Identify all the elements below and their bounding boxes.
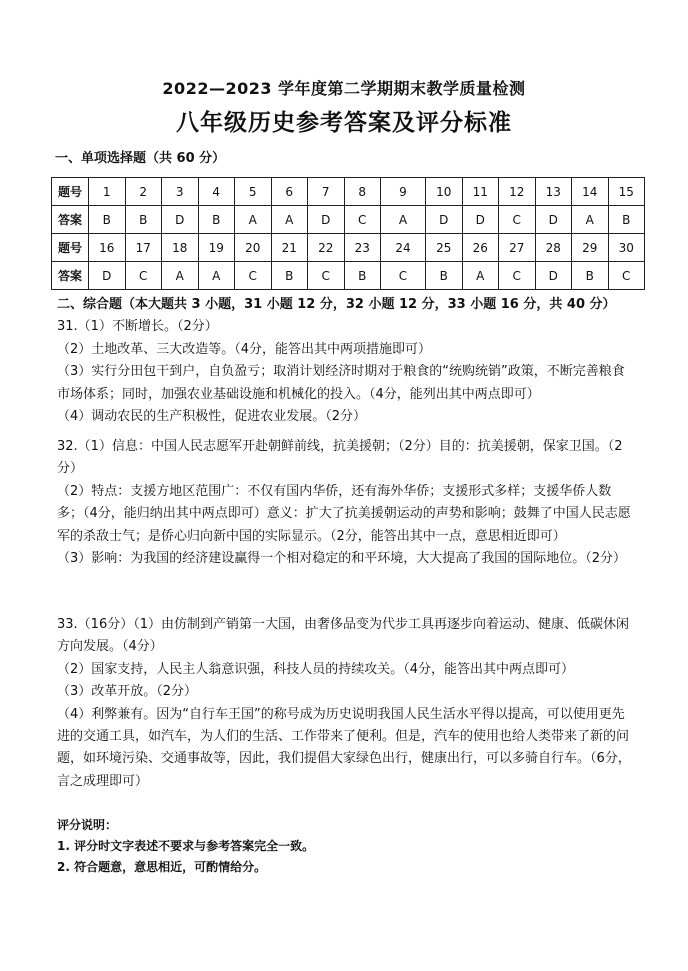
question-number-cell: 4 [198, 178, 235, 206]
answer-cell: A [235, 206, 272, 234]
row-label-question: 题号 [52, 178, 89, 206]
question-32 [57, 436, 635, 570]
answer-cell: C [125, 262, 162, 290]
question-number-cell: 10 [426, 178, 463, 206]
question-number-cell: 30 [608, 234, 645, 262]
q31-line: （2）土地改革、三大改造等。（4分，能答出其中两项措施即可） [57, 341, 432, 357]
table-row [52, 206, 645, 234]
answer-cell: A [381, 206, 426, 234]
answer-cell: B [572, 262, 609, 290]
q32-line: （2）特点：支援方地区范围广：不仅有国内华侨，还有海外华侨；支援形式多样；支援华侨人数多；（4分，能归纳出其中两点即可）意义：扩大了抗美援朝运动的声势和影响；鼓舞了中国人民志愿军的杀敌士气；是侨心归向新中国的实际显示。（2分，能答出其中一点，意思相近即可） [57, 483, 631, 544]
question-number-cell: 28 [535, 234, 572, 262]
note-item: 1. 评分时文字表述不要求与参考答案完全一致。 [57, 839, 315, 853]
answer-cell: C [381, 262, 426, 290]
table-row [52, 234, 645, 262]
answer-cell: B [608, 206, 645, 234]
question-number-cell: 6 [271, 178, 308, 206]
q31-line: 31.（1）不断增长。（2分） [57, 319, 218, 335]
question-number-cell: 29 [572, 234, 609, 262]
row-label-question: 题号 [52, 234, 89, 262]
answer-cell: B [426, 262, 463, 290]
answer-cell: C [235, 262, 272, 290]
answer-cell: D [162, 206, 199, 234]
q33-line: （4）利弊兼有。因为“自行车王国”的称号成为历史说明我国人民生活水平得以提高，可以使用更先进的交通工具，如汽车，为人们的生活、工作带来了便利。但是，汽车的使用也给人类带来了新的问题，如环境污染、交通事故等，因此，我们提倡大家绿色出行，健康出行，可以多骑自行车。（6分，言之成理即可） [57, 706, 631, 789]
question-number-cell: 1 [89, 178, 126, 206]
question-number-cell: 26 [462, 234, 499, 262]
answer-cell: A [271, 206, 308, 234]
question-number-cell: 2 [125, 178, 162, 206]
question-number-cell: 8 [344, 178, 381, 206]
question-number-cell: 5 [235, 178, 272, 206]
answer-cell: C [499, 262, 536, 290]
question-number-cell: 25 [426, 234, 463, 262]
question-number-cell: 21 [271, 234, 308, 262]
answer-cell: A [198, 262, 235, 290]
question-number-cell: 7 [308, 178, 345, 206]
q31-line: （3）实行分田包干到户，自负盈亏；取消计划经济时期对于粮食的“统购统销”政策，不断完善粮食市场体系；同时，加强农业基础设施和机械化的投入。（4分，能列出其中两点即可） [57, 364, 625, 402]
table-row [52, 178, 645, 206]
answer-cell: B [344, 262, 381, 290]
notes-heading: 评分说明： [57, 818, 118, 832]
question-number-cell: 22 [308, 234, 345, 262]
answer-cell: A [572, 206, 609, 234]
q32-line: 32.（1）信息：中国人民志愿军开赴朝鲜前线，抗美援朝；（2分）目的：抗美援朝，保家卫国。（2分） [57, 439, 623, 477]
question-number-cell: 9 [381, 178, 426, 206]
answer-cell: A [162, 262, 199, 290]
q33-line: （2）国家支持，人民主人翁意识强，科技人员的持续攻关。（4分，能答出其中两点即可） [57, 661, 575, 677]
answer-cell: C [608, 262, 645, 290]
answer-cell: D [308, 206, 345, 234]
scoring-notes [57, 815, 314, 878]
section2 [57, 294, 635, 428]
question-number-cell: 23 [344, 234, 381, 262]
q31-line: （4）调动农民的生产积极性，促进农业发展。（2分） [57, 409, 367, 425]
q32-line: （3）影响：为我国的经济建设赢得一个相对稳定的和平环境，大大提高了我国的国际地位。（2分） [57, 551, 627, 567]
question-number-cell: 27 [499, 234, 536, 262]
question-number-cell: 12 [499, 178, 536, 206]
q33-line: （3）改革开放。（2分） [57, 684, 198, 700]
answer-cell: C [308, 262, 345, 290]
answer-cell: B [198, 206, 235, 234]
answer-cell: B [89, 206, 126, 234]
question-number-cell: 16 [89, 234, 126, 262]
question-number-cell: 19 [198, 234, 235, 262]
section1-heading: 一、单项选择题（共 60 分） [55, 151, 226, 166]
answer-cell: C [499, 206, 536, 234]
answer-cell: D [462, 206, 499, 234]
row-label-answer: 答案 [52, 206, 89, 234]
answer-cell: D [89, 262, 126, 290]
answer-cell: C [344, 206, 381, 234]
question-number-cell: 20 [235, 234, 272, 262]
question-number-cell: 24 [381, 234, 426, 262]
question-number-cell: 18 [162, 234, 199, 262]
table-row [52, 262, 645, 290]
exam-title: 2022—2023 学年度第二学期期末教学质量检测 [162, 79, 526, 98]
note-item: 2. 符合题意，意思相近，可酌情给分。 [57, 860, 267, 874]
answer-cell: A [462, 262, 499, 290]
question-number-cell: 11 [462, 178, 499, 206]
answer-cell: B [271, 262, 308, 290]
row-label-answer: 答案 [52, 262, 89, 290]
question-number-cell: 14 [572, 178, 609, 206]
question-number-cell: 15 [608, 178, 645, 206]
answer-cell: D [535, 262, 572, 290]
answer-table [51, 177, 645, 290]
section2-heading: 二、综合题（本大题共 3 小题，31 小题 12 分，32 小题 12 分，33 小题 16 分，共 40 分） [57, 297, 616, 312]
question-number-cell: 3 [162, 178, 199, 206]
document-title: 八年级历史参考答案及评分标准 [176, 110, 512, 136]
question-number-cell: 17 [125, 234, 162, 262]
answer-cell: D [426, 206, 463, 234]
question-33 [57, 614, 635, 793]
answer-cell: D [535, 206, 572, 234]
answer-cell: B [125, 206, 162, 234]
question-number-cell: 13 [535, 178, 572, 206]
q33-line: 33.（16分）（1）由仿制到产销第一大国，由奢侈品变为代步工具再逐步向着运动、健康、低碳休闲方向发展。（4分） [57, 617, 629, 655]
